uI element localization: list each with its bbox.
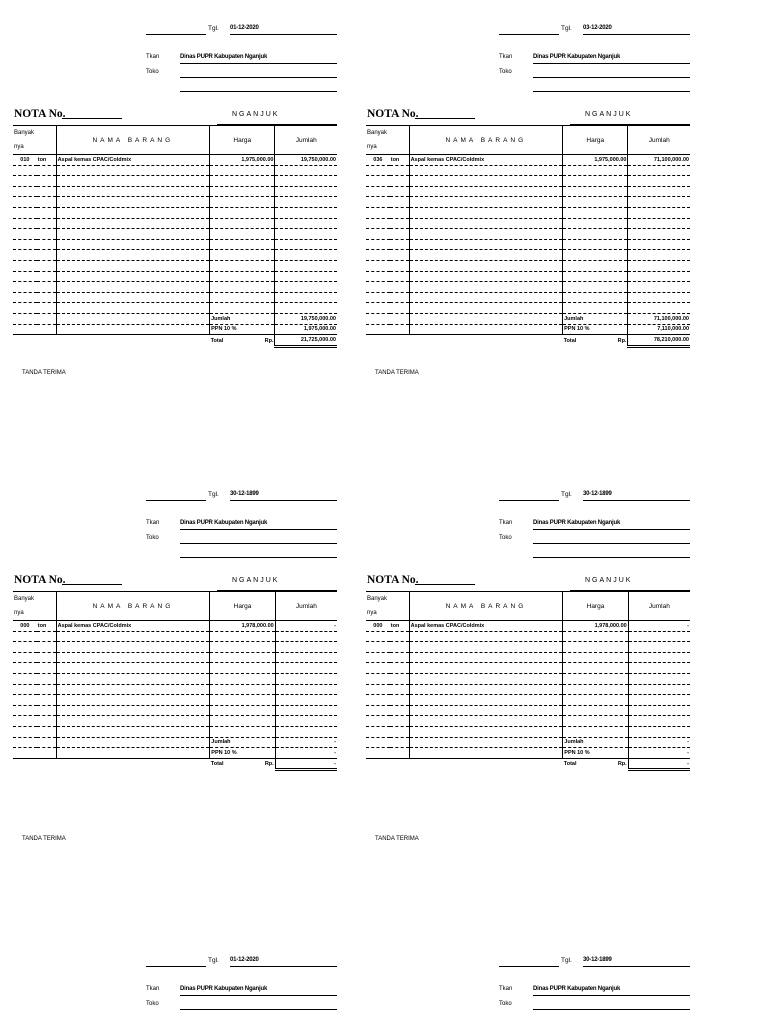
empty-row <box>366 642 690 653</box>
empty-row <box>366 673 690 684</box>
items-table <box>13 591 337 771</box>
empty-row <box>13 303 337 314</box>
ppn-value: 1,975,000.00 <box>275 324 337 335</box>
total-row <box>366 335 690 347</box>
empty-row <box>13 239 337 250</box>
empty-row <box>366 197 690 208</box>
qty-header: Banyak nya <box>13 592 56 621</box>
jumlah-value: - <box>275 737 337 748</box>
jumlah-row <box>13 313 337 324</box>
item-qty: 010 <box>13 155 37 166</box>
empty-row <box>366 186 690 197</box>
empty-row <box>13 218 337 229</box>
total-label: Total Rp. <box>563 337 627 344</box>
price-header: Harga <box>210 592 275 621</box>
ppn-label: PPN 10 % <box>210 748 275 759</box>
ppn-label: PPN 10 % <box>210 324 275 335</box>
qty-header: Banyak nya <box>13 126 56 155</box>
empty-row <box>13 663 337 674</box>
recipient-line <box>533 995 690 996</box>
date-label: Tgl. <box>208 957 219 964</box>
item-unit: ton <box>390 155 409 166</box>
store-line-2 <box>533 557 690 558</box>
empty-row <box>13 250 337 261</box>
ppn-row <box>13 324 337 335</box>
recipient-label: Tkan <box>499 986 513 992</box>
empty-row <box>366 239 690 250</box>
tanda-terima-label: TANDA TERIMA <box>22 370 66 376</box>
empty-row <box>366 207 690 218</box>
store-line <box>180 543 337 544</box>
total-label: Total Rp. <box>210 761 274 768</box>
nota-partial <box>499 932 768 1007</box>
amount-header: Jumlah <box>628 126 690 155</box>
amount-header: Jumlah <box>628 592 690 621</box>
empty-row <box>366 282 690 293</box>
date-prefix-line <box>499 966 559 967</box>
empty-row <box>366 303 690 314</box>
empty-row <box>366 631 690 642</box>
item-row <box>366 155 690 166</box>
store-line-2 <box>180 557 337 558</box>
date-prefix-line <box>499 34 559 35</box>
date-prefix-line <box>499 500 559 501</box>
empty-row <box>13 726 337 737</box>
store-label: Toko <box>499 535 512 541</box>
date-value: 30-12-1899 <box>230 491 259 497</box>
ppn-label: PPN 10 % <box>563 324 628 335</box>
date-prefix-line <box>146 966 206 967</box>
item-amount: - <box>275 621 337 632</box>
jumlah-row <box>13 737 337 748</box>
nota-partial <box>146 932 471 1007</box>
qty-header: Banyak nya <box>366 592 409 621</box>
total-value: 78,210,000.00 <box>628 335 690 347</box>
jumlah-value: - <box>628 737 690 748</box>
ppn-value: - <box>275 748 337 759</box>
store-label: Toko <box>499 69 512 75</box>
empty-row <box>13 292 337 303</box>
empty-row <box>13 631 337 642</box>
item-price: 1,978,000.00 <box>210 621 275 632</box>
recipient-line <box>533 529 690 530</box>
date-label: Tgl. <box>208 491 219 498</box>
items-table <box>366 591 690 771</box>
ppn-row <box>13 748 337 759</box>
total-row <box>366 758 690 770</box>
store-line <box>180 77 337 78</box>
ppn-value: - <box>628 748 690 759</box>
nota-number-label: NOTA No. <box>367 574 419 586</box>
empty-row <box>13 207 337 218</box>
city-name: NGANJUK <box>232 577 280 584</box>
jumlah-value: 19,750,000.00 <box>275 313 337 324</box>
date-value: 30-12-1899 <box>583 957 612 963</box>
store-line <box>180 1009 337 1010</box>
item-row <box>13 621 337 632</box>
nota-number-label: NOTA No. <box>367 108 419 120</box>
recipient-value: Dinas PUPR Kabupaten Nganjuk <box>533 520 621 526</box>
store-line <box>533 1009 690 1010</box>
price-header: Harga <box>563 592 628 621</box>
empty-row <box>13 642 337 653</box>
empty-row <box>13 165 337 176</box>
empty-row <box>13 176 337 187</box>
nota <box>367 0 768 376</box>
tanda-terima-label: TANDA TERIMA <box>375 836 419 842</box>
empty-row <box>13 684 337 695</box>
item-qty: 036 <box>366 155 390 166</box>
recipient-line <box>180 63 337 64</box>
tanda-terima-label: TANDA TERIMA <box>375 370 419 376</box>
recipient-line <box>180 529 337 530</box>
empty-row <box>13 197 337 208</box>
ppn-row <box>366 748 690 759</box>
recipient-value: Dinas PUPR Kabupaten Nganjuk <box>533 54 621 60</box>
nota-number-label: NOTA No. <box>14 574 66 586</box>
store-label: Toko <box>146 1001 159 1007</box>
date-line <box>230 966 337 967</box>
ppn-value: 7,110,000.00 <box>628 324 690 335</box>
recipient-label: Tkan <box>146 986 160 992</box>
jumlah-label: Jumlah <box>210 313 275 324</box>
recipient-line <box>180 995 337 996</box>
name-header: NAMA BARANG <box>56 126 210 155</box>
date-label: Tgl. <box>208 25 219 32</box>
store-label: Toko <box>499 1001 512 1007</box>
nota-number-line <box>415 118 475 119</box>
item-name: Aspal kemas CPAC/Coldmix <box>56 155 210 166</box>
jumlah-row <box>366 313 690 324</box>
date-value: 03-12-2020 <box>583 25 612 31</box>
item-price: 1,978,000.00 <box>563 621 628 632</box>
date-line <box>583 966 690 967</box>
date-prefix-line <box>146 34 206 35</box>
recipient-value: Dinas PUPR Kabupaten Nganjuk <box>180 54 268 60</box>
item-name: Aspal kemas CPAC/Coldmix <box>409 155 563 166</box>
empty-row <box>366 663 690 674</box>
date-line <box>230 34 337 35</box>
empty-row <box>366 165 690 176</box>
empty-row <box>13 716 337 727</box>
recipient-label: Tkan <box>499 54 513 60</box>
jumlah-value: 71,100,000.00 <box>628 313 690 324</box>
item-unit: ton <box>390 621 409 632</box>
date-value: 30-12-1899 <box>583 491 612 497</box>
empty-row <box>366 716 690 727</box>
total-label: Total Rp. <box>563 761 627 768</box>
empty-row <box>13 695 337 706</box>
jumlah-label: Jumlah <box>563 737 628 748</box>
empty-row <box>366 229 690 240</box>
ppn-label: PPN 10 % <box>563 748 628 759</box>
empty-row <box>13 229 337 240</box>
city-name: NGANJUK <box>232 111 280 118</box>
date-line <box>230 500 337 501</box>
jumlah-label: Jumlah <box>563 313 628 324</box>
empty-row <box>366 260 690 271</box>
name-header: NAMA BARANG <box>409 126 563 155</box>
store-line-2 <box>533 91 690 92</box>
total-value: - <box>275 758 337 770</box>
nota-number-line <box>62 584 122 585</box>
item-row <box>366 621 690 632</box>
recipient-label: Tkan <box>146 520 160 526</box>
empty-row <box>366 684 690 695</box>
ppn-row <box>366 324 690 335</box>
total-row <box>13 335 337 347</box>
recipient-label: Tkan <box>499 520 513 526</box>
item-name: Aspal kemas CPAC/Coldmix <box>409 621 563 632</box>
recipient-value: Dinas PUPR Kabupaten Nganjuk <box>533 986 621 992</box>
empty-row <box>366 271 690 282</box>
empty-row <box>13 673 337 684</box>
city-name: NGANJUK <box>585 577 633 584</box>
item-amount: 19,750,000.00 <box>275 155 337 166</box>
item-qty: 000 <box>366 621 390 632</box>
empty-row <box>13 271 337 282</box>
tanda-terima-label: TANDA TERIMA <box>22 836 66 842</box>
recipient-line <box>533 63 690 64</box>
item-price: 1,975,000.00 <box>210 155 275 166</box>
item-price: 1,975,000.00 <box>563 155 628 166</box>
date-value: 01-12-2020 <box>230 25 259 31</box>
name-header: NAMA BARANG <box>409 592 563 621</box>
recipient-value: Dinas PUPR Kabupaten Nganjuk <box>180 520 268 526</box>
item-unit: ton <box>37 621 56 632</box>
empty-row <box>13 186 337 197</box>
qty-header: Banyak nya <box>366 126 409 155</box>
date-prefix-line <box>146 500 206 501</box>
date-value: 01-12-2020 <box>230 957 259 963</box>
price-header: Harga <box>563 126 628 155</box>
amount-header: Jumlah <box>275 592 337 621</box>
jumlah-row <box>366 737 690 748</box>
empty-row <box>13 705 337 716</box>
name-header: NAMA BARANG <box>56 592 210 621</box>
empty-row <box>13 652 337 663</box>
item-amount: - <box>628 621 690 632</box>
empty-row <box>366 176 690 187</box>
item-name: Aspal kemas CPAC/Coldmix <box>56 621 210 632</box>
jumlah-label: Jumlah <box>210 737 275 748</box>
store-label: Toko <box>146 69 159 75</box>
amount-header: Jumlah <box>275 126 337 155</box>
nota-number-line <box>62 118 122 119</box>
total-value: 21,725,000.00 <box>275 335 337 347</box>
nota <box>367 466 768 842</box>
item-qty: 000 <box>13 621 37 632</box>
empty-row <box>366 726 690 737</box>
total-row <box>13 758 337 770</box>
city-name: NGANJUK <box>585 111 633 118</box>
empty-row <box>366 695 690 706</box>
date-label: Tgl. <box>561 491 572 498</box>
empty-row <box>13 282 337 293</box>
date-label: Tgl. <box>561 25 572 32</box>
empty-row <box>366 705 690 716</box>
nota-number-label: NOTA No. <box>14 108 66 120</box>
date-line <box>583 500 690 501</box>
total-value: - <box>628 758 690 770</box>
total-label: Total Rp. <box>210 337 274 344</box>
empty-row <box>13 260 337 271</box>
store-line <box>533 543 690 544</box>
recipient-label: Tkan <box>146 54 160 60</box>
empty-row <box>366 292 690 303</box>
item-row <box>13 155 337 166</box>
nota-number-line <box>415 584 475 585</box>
empty-row <box>366 218 690 229</box>
store-line-2 <box>180 91 337 92</box>
recipient-value: Dinas PUPR Kabupaten Nganjuk <box>180 986 268 992</box>
empty-row <box>366 250 690 261</box>
price-header: Harga <box>210 126 275 155</box>
empty-row <box>366 652 690 663</box>
item-unit: ton <box>37 155 56 166</box>
items-table <box>13 125 337 348</box>
store-label: Toko <box>146 535 159 541</box>
items-table <box>366 125 690 348</box>
item-amount: 71,100,000.00 <box>628 155 690 166</box>
date-label: Tgl. <box>561 957 572 964</box>
store-line <box>533 77 690 78</box>
date-line <box>583 34 690 35</box>
